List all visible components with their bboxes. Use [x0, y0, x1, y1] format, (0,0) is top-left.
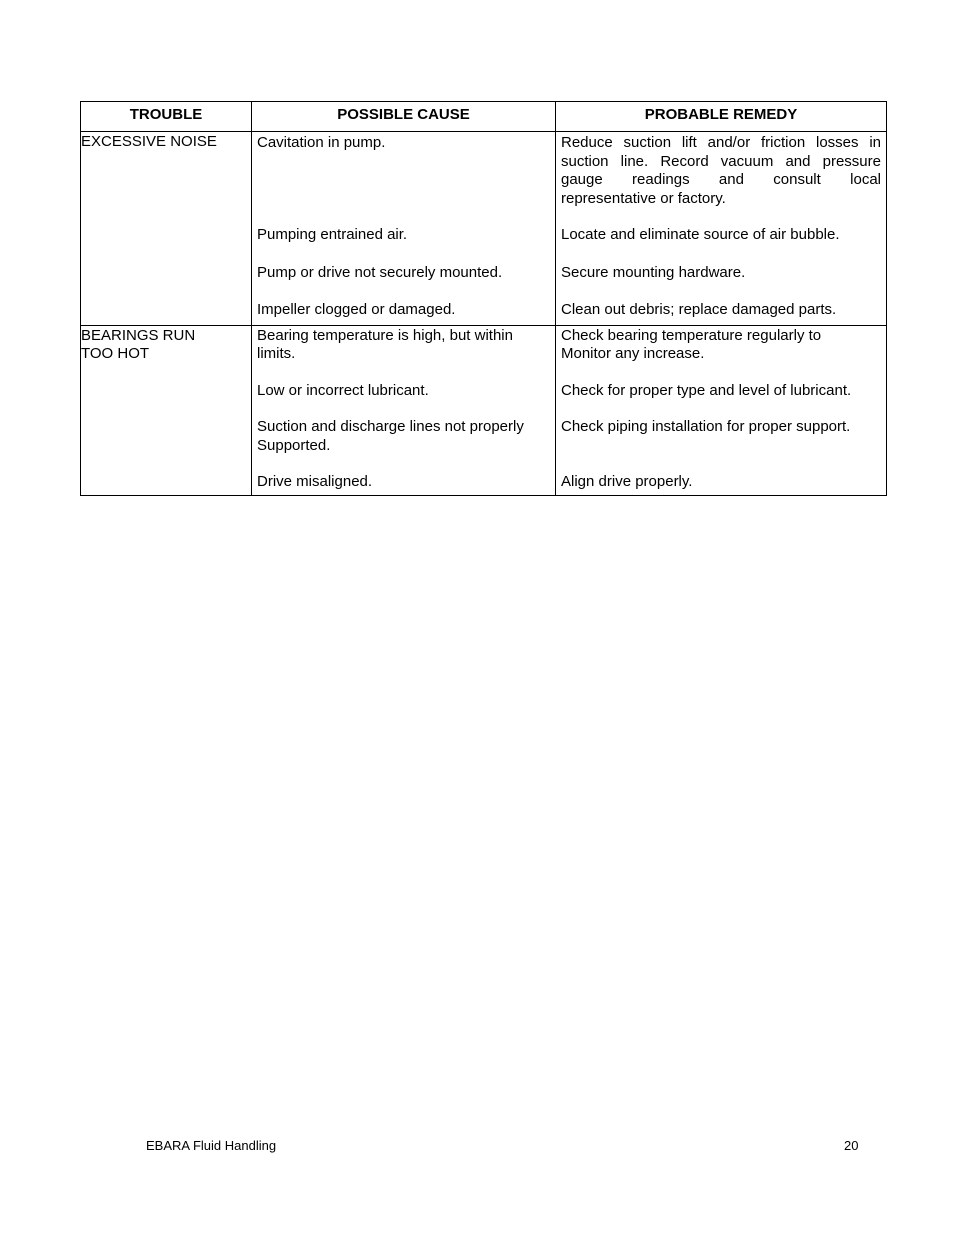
- trouble-cell: [81, 325, 252, 495]
- header-probable-remedy: PROBABLE REMEDY: [556, 102, 887, 132]
- footer-page-number: 20: [844, 1138, 859, 1153]
- cause-line: Bearing temperature is high, but within: [257, 326, 513, 344]
- remedy-entry: [561, 327, 881, 364]
- cause-line: Supported.: [257, 436, 331, 454]
- table-row: [81, 132, 887, 326]
- remedy-line: Monitor any increase.: [561, 345, 705, 362]
- remedy-line: suction line. Record vacuum and pressure: [561, 152, 881, 170]
- trouble-label-line: TOO HOT: [81, 345, 150, 362]
- table-row: [81, 325, 887, 495]
- remedy-entry: Check for proper type and level of lubricant.: [561, 381, 852, 399]
- remedy-entry: Secure mounting hardware.: [561, 263, 746, 281]
- header-possible-cause: POSSIBLE CAUSE: [252, 102, 556, 132]
- trouble-label: EXCESSIVE NOISE: [81, 133, 217, 150]
- header-trouble: TROUBLE: [81, 102, 252, 132]
- cause-entry: Impeller clogged or damaged.: [257, 301, 456, 318]
- cause-entry: Pump or drive not securely mounted.: [257, 263, 503, 281]
- remedy-entry: Locate and eliminate source of air bubble.: [561, 226, 840, 243]
- trouble-label-line: BEARINGS RUN: [81, 326, 196, 344]
- remedy-cell: [556, 132, 887, 326]
- cause-entry: Drive misaligned.: [257, 473, 373, 490]
- remedy-entry: Align drive properly.: [561, 473, 693, 490]
- cause-cell: [252, 132, 556, 326]
- remedy-cell: [556, 325, 887, 495]
- cause-entry: Cavitation in pump.: [257, 134, 386, 151]
- cause-entry: Low or incorrect lubricant.: [257, 381, 429, 399]
- trouble-cell: [81, 132, 252, 326]
- troubleshooting-table: [80, 101, 887, 496]
- cause-line: limits.: [257, 345, 296, 362]
- footer-company: EBARA Fluid Handling: [146, 1138, 277, 1153]
- cause-line: Suction and discharge lines not properly: [257, 418, 524, 435]
- remedy-entry: [561, 134, 881, 208]
- remedy-line: Check bearing temperature regularly to: [561, 326, 822, 344]
- cause-entry: Pumping entrained air.: [257, 226, 408, 243]
- remedy-entry: Check piping installation for proper support.: [561, 418, 851, 435]
- remedy-line: Reduce suction lift and/or friction losses in: [561, 134, 881, 151]
- remedy-entry: Clean out debris; replace damaged parts.: [561, 301, 837, 318]
- cause-entry: [257, 327, 550, 364]
- remedy-line: representative or factory.: [561, 189, 726, 207]
- cause-cell: [252, 325, 556, 495]
- cause-entry: [257, 418, 550, 455]
- remedy-line: gauge readings and consult local: [561, 171, 881, 188]
- table-header-row: [81, 102, 887, 132]
